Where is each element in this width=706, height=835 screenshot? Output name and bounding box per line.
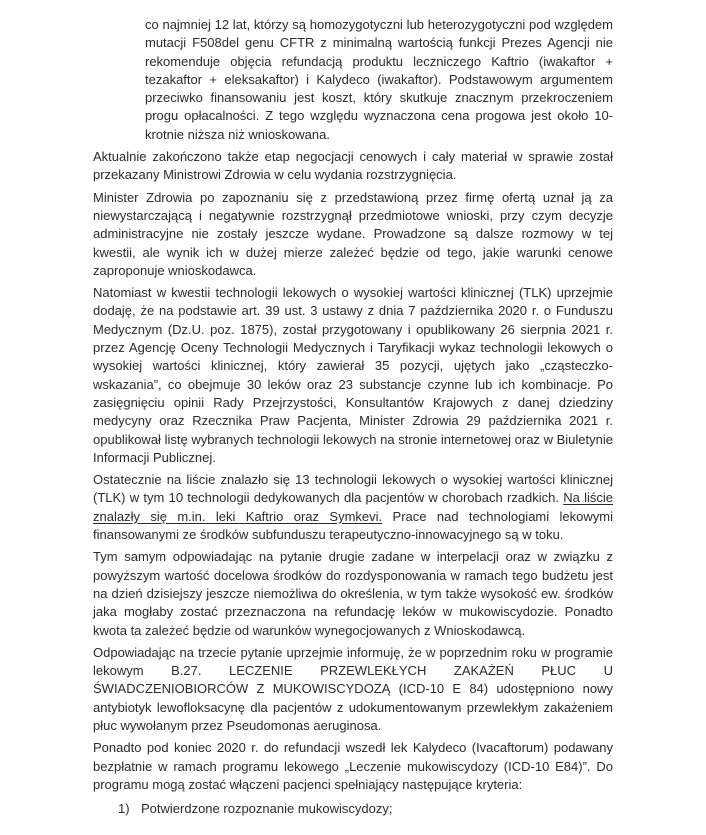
- list-item-criterion-1: [118, 800, 613, 818]
- paragraph-price-negotiations: Aktualnie zakończono także etap negocjacji cenowych i cały materiał w sprawie został przekazany Ministrowi Zdrowia w celu wydania rozstrzygnięcia.: [93, 149, 613, 183]
- list-item-text: Potwierdzone rozpoznanie mukowiscydozy;: [141, 801, 393, 817]
- underlined-drugs-sentence: Na liście znalazły się m.in. leki Kaftrio oraz Symkevi.: [93, 490, 613, 524]
- tlk-final-text-before: Ostatecznie na liście znalazło się 13 technologii lekowych o wysokiej wartości klinicznej (TLK) w tym 10 technologii dedykowanych dla pacjentów w chorobach rzadkich.: [93, 472, 613, 506]
- paragraph-question-three-answer: Odpowiadając na trzecie pytanie uprzejmie informuję, że w poprzednim roku w programie lekowym B.27. LECZENIE PRZEWLEKŁYCH ZAKAŻEŃ PŁUC U ŚWIADCZENIOBIORCÓW Z MUKOWISCYDOZĄ (ICD-10 E 84) udostępniono nowy antybiotyk lewofloksacynę dla pacjentów z udokumentowanym przewlekłym zakażeniem płuc wywołanym przez Pseudomonas aeruginosa.: [93, 644, 613, 733]
- paragraph-tlk-final-list: [93, 471, 613, 544]
- paragraph-kalydeco-program: Ponadto pod koniec 2020 r. do refundacji wszedł lek Kalydeco (Ivacaftorum) podawany bezpłatnie w ramach programu lekowego „Leczenie mukowiscydozy (ICD-10 E84)”. Do programu mogą zostać włączeni pacjenci spełniający następujące kryteria:: [93, 740, 613, 792]
- quote-paragraph-cftr-recommendation: co najmniej 12 lat, którzy są homozygotyczni lub heterozygotyczni pod względem mutacji F508del genu CFTR z minimalną wartością funkcji Prezes Agencji nie rekomenduje objęcia refundacją produktu leczniczego Kaftrio (iwakaftor + tezakaftor + eleksakaftor) i Kalydeco (iwakaftor). Podstawowym argumentem przeciwko finansowaniu jest koszt, który skutkuje znacznym przekroczeniem progu opłacalności. Z tego względu wyznaczona cena progowa jest około 10-krotnie niższa niż wnioskowana.: [145, 17, 613, 142]
- paragraph-tlk-list-publication: Natomiast w kwestii technologii lekowych o wysokiej wartości klinicznej (TLK) uprzejmie dodaję, że na podstawie art. 39 ust. 3 ustawy z dnia 7 października 2020 r. o Funduszu Medycznym (Dz.U. poz. 1875), został przygotowany i opublikowany 26 sierpnia 2021 r. przez Agencję Oceny Technologii Medycznych i Taryfikacji wykaz technologii lekowych o wysokiej wartości klinicznej, który zawierał 35 pozycji, ujętych jako „cząsteczko-wskazania”, co obejmuje 30 leków oraz 23 substancje czynne lub ich kombinacje. Po zasięgnięciu opinii Rady Przejrzystości, Konsultantów Krajowych z danej dziedziny medycyny oraz Rzecznika Praw Pacjenta, Minister Zdrowia 29 października 2021 r. opublikował listę wybranych technologii lekowych na stronie internetowej oraz w Biuletynie Informacji Publicznej.: [93, 285, 613, 465]
- paragraph-minister-decision: Minister Zdrowia po zapoznaniu się z przedstawioną przez firmę ofertą uznał ją za niewystarczającą i negatywnie rozstrzygnął przedmiotowe wnioski, przy czym decyzje administracyjne nie zostały jeszcze wydane. Prowadzone są dalsze rozmowy w tej kwestii, ale wynik ich w dużej mierze zależeć będzie od tego, jakie warunki cenowe zaproponuje wnioskodawca.: [93, 189, 613, 278]
- paragraph-budget-answer: Tym samym odpowiadając na pytanie drugie zadane w interpelacji oraz w związku z powyższym wartość docelowa środków do rozdysponowania w ramach tego budżetu jest na dzień dzisiejszy jeszcze niemożliwa do określenia, w tym także wysokość ew. środków jaka mogłaby zostać przeznaczona na refundację leków w mukowiscydozie. Ponadto kwota ta zależeć będzie od warunków wynegocjowanych z Wnioskodawcą.: [93, 549, 613, 638]
- list-item-number: 1): [118, 801, 130, 817]
- tlk-final-text-after: Prace nad technologiami lekowymi finansowanymi ze środków subfunduszu terapeutyczno-innowacyjnego są w toku.: [93, 508, 613, 543]
